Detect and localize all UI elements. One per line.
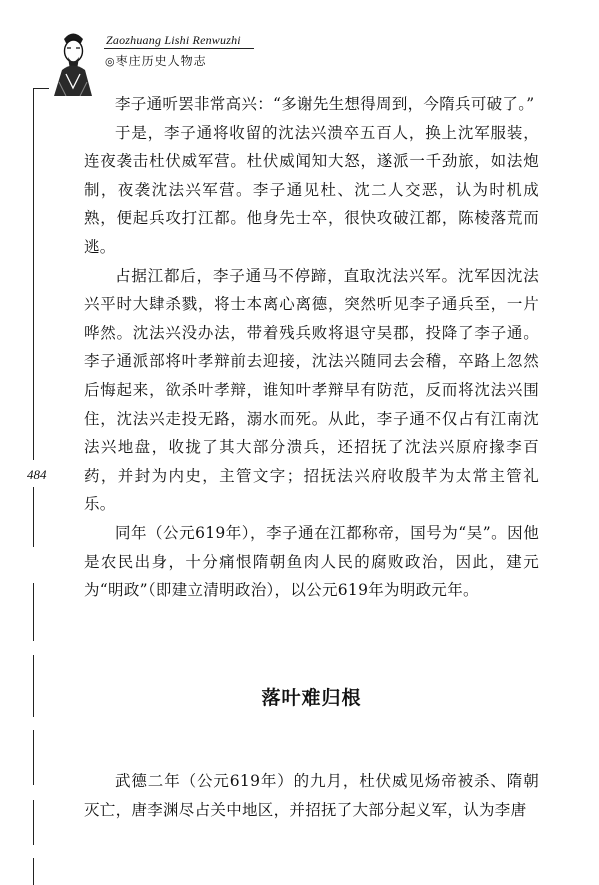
section-body-text — [84, 767, 539, 824]
body-text — [84, 90, 539, 605]
paragraph: 李子通听罢非常高兴：“多谢先生想得周到，今隋兵可破了。” — [115, 95, 535, 113]
paragraph: 武德二年（公元619年）的九月，杜伏威见炀帝被杀、隋朝灭亡，唐李渊尽占关中地区，并招抚了大部分起义军，认为李唐 — [84, 772, 539, 819]
series-title-chinese-text: 枣庄历史人物志 — [115, 54, 207, 68]
margin-rule — [33, 88, 34, 460]
page-number: 484 — [27, 467, 47, 482]
paragraph: 占据江都后，李子通马不停蹄，直取沈法兴军。沈军因沈法兴平时大肆杀戮，将士本离心离德，突然听见李子通兵至，一片哗然。沈法兴没办法，带着残兵败将退守吴郡，投降了李子通。李子通派部将叶孝辩前去迎接，沈法兴随同去会稽，卒路上忽然后悔起来，欲杀叶孝辩，谁知叶孝辩早有防范，反而将沈法兴围住，沈法兴走投无路，溺水而死。从此，李子通不仅占有江南沈法兴地盘，收拢了其大部分溃兵，还招抚了沈法兴原府掾李百药，并封为内史，主管文字；招抚法兴府收殷芊为太常主管礼乐。 — [84, 266, 539, 514]
margin-rule-segment — [33, 858, 34, 885]
paragraph: 于是，李子通将收留的沈法兴溃卒五百人，换上沈军服装，连夜袭击杜伏威军营。杜伏威闻知大怒，遂派一千劲旅，如法炮制，夜袭沈法兴军营。李子通见杜、沈二人交恶，认为时机成熟，便起兵攻打江都。他身先士卒，很快攻破江都，陈棱落荒而逃。 — [84, 123, 539, 256]
circle-mark-icon: ◎ — [105, 55, 116, 68]
margin-rule-hook — [33, 88, 49, 89]
series-title-latin: Zaozhuang Lishi Renwuzhi — [106, 33, 241, 47]
margin-rule-segment — [33, 730, 34, 785]
margin-rule-segment — [33, 800, 34, 845]
header-rule — [104, 48, 254, 49]
paragraph: 同年（公元619年），李子通在江都称帝，国号为“吴”。因他是农民出身，十分痛恨隋朝鱼肉人民的腐败政治，因此，建元为“明政”（即建立清明政治），以公元619年为明政元年。 — [84, 523, 539, 600]
section-heading: 落叶难归根 — [261, 687, 362, 709]
scholar-portrait-icon — [50, 26, 96, 96]
margin-rule-segment — [33, 655, 34, 717]
margin-rule-segment — [33, 583, 34, 641]
margin-rule-segment — [33, 487, 34, 547]
series-title-chinese — [105, 52, 207, 69]
